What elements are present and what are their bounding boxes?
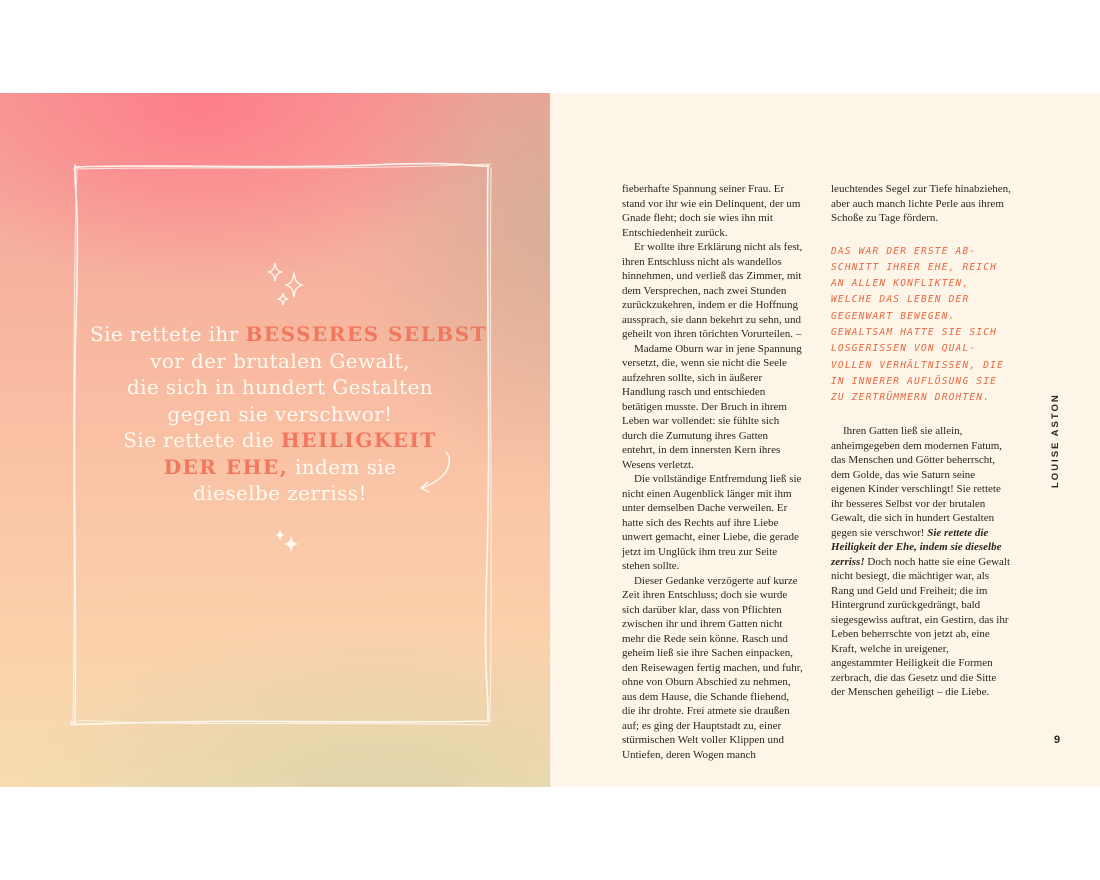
- quote-line-3: [90, 374, 470, 401]
- quote-text: dieselbe zerriss!: [193, 481, 367, 505]
- quote-text: indem sie: [288, 454, 397, 479]
- quote-text: vor der brutalen Gewalt,: [150, 348, 410, 373]
- pull-quote: [90, 321, 488, 507]
- running-head: LOUISE ASTON: [1050, 393, 1061, 488]
- quote-line-2: [90, 348, 470, 375]
- quote-highlight: HEILIGKEIT: [280, 428, 437, 452]
- left-page-illustration: [0, 93, 550, 787]
- paragraph: Er wollte ihre Erklärung nicht als fest, ihren Entschluss nicht als wandellos hinnehmen, und verließ das Zimmer, mit dem Versprechen, nach zwei Stunden zurückzukehren, indem er die Hoffnung aussprach, sie dann bekehrt zu sehn, und geheilt von ihren törichten Vorurteilen. –: [622, 241, 803, 340]
- paragraph: fieberhafte Spannung seiner Frau. Er stand vor ihr wie ein Delinquent, der um Gnade fleht; doch sie wies ihn mit Entschiedenheit zurück.: [622, 183, 801, 239]
- emphasis-text: Sie rettete die Heiligkeit der Ehe, indem sie dieselbe zerriss!: [831, 526, 1002, 568]
- curly-arrow-icon: [418, 448, 458, 498]
- handwritten-line: WELCHE DAS LEBEN DER: [831, 294, 970, 306]
- quote-line-6: [90, 454, 470, 481]
- paragraph-text: Ihren Gatten ließ sie allein, anheimgegeben dem modernen Fatum, das Menschen und Götter beherrscht, dem Golde, das wie Saturn seine eigenen Kinder verschlingt! Sie rettete ihr besseres Selbst vor der brutalen Gewalt, die sich in hundert Gestalten gegen sie verschwor!: [831, 425, 1003, 539]
- text-column-1: [622, 182, 804, 762]
- paragraph: Dieser Gedanke verzögerte auf kurze Zeit ihren Entschluss; doch sie wurde sich darüber klar, dass von Pflichten zwischen ihr und ihrem Gatten nicht mehr die Rede sein könne. Rasch und geheim ließ sie ihre Sachen einpacken, den Reisewagen fertig machen, und fuhr, ohne von Oburn Abschied zu nehmen, aus dem Hause, die Schande fliehend, die ihr drohte. Frei atmete sie draußen auf; es ging der Hauptstadt zu, einer stürmischen Welt voller Klippen und Untiefen, deren Wogen manch: [622, 574, 803, 761]
- quote-line-4: [90, 401, 470, 428]
- paragraph: leuchtendes Segel zur Tiefe hinabziehen, aber auch manch lichte Perle aus ihrem Schoße zu Tage fördern.: [831, 183, 1011, 224]
- sparkle-icon: [263, 261, 307, 309]
- quote-line-1: [90, 321, 488, 348]
- handwritten-line: VOLLEN VERHÄLTNISSEN, DIE: [831, 359, 1004, 371]
- handwritten-line: LOSGERISSEN VON QUAL-: [831, 343, 977, 355]
- handwritten-line: IN INNERER AUFLÖSUNG SIE: [831, 375, 998, 387]
- quote-text: die sich in hundert Gestalten: [126, 375, 434, 399]
- quote-text: Sie rettete ihr: [90, 322, 246, 346]
- handwritten-line: GEWALTSAM HATTE SIE SICH: [831, 326, 998, 338]
- handwritten-line: GEGENWART BEWEGEN.: [831, 310, 956, 322]
- quote-line-7: [90, 480, 470, 507]
- paragraph: Madame Oburn war in jene Spannung versetzt, die, wenn sie nicht die Seele aufzehren sollte, sich in äußerer Handlung rasch und entschieden betätigen musste. Der Bruch in ihrem Leben war vollendet: sie fühlte sich durch die Zumutung ihres Gatten entehrt, in dem innersten Kern ihres Wesens verletzt.: [622, 342, 802, 471]
- handwritten-line: SCHNITT IHRER EHE, REICH: [831, 261, 998, 273]
- quote-text: Sie rettete die: [123, 428, 281, 452]
- paragraph: Die vollständige Entfremdung ließ sie nicht einen Augenblick länger mit ihm unter demselben Dache verweilen. Er hatte sich des Rechts auf ihre Liebe unwert gemacht, einer Liebe, die gerade jetzt im Unglück ihm treu zur Seite stehen sollte.: [622, 473, 802, 572]
- page-number: 9: [1054, 734, 1061, 746]
- paragraph-text: Doch noch hatte sie eine Gewalt nicht besiegt, die mächtiger war, als Rang und Geld und Freiheit; die im Hintergrund zurückgedrängt, bald siegesgewiss auftrat, ein Gestirn, das ihr Leben beherrschte von jetzt ab, eine Kraft, welche in ureigener, angestammter Heiligkeit die Formen zerbrach, die das Gesetz und die Sitte der Menschen geheiligt – die Liebe.: [831, 555, 1011, 699]
- handwritten-line: ZU ZERTRÜMMERN DROHTEN.: [831, 392, 991, 404]
- handwritten-line: DAS WAR DER ERSTE AB-: [831, 245, 977, 257]
- handwritten-note: [831, 244, 1011, 407]
- text-column-2: [831, 182, 1011, 700]
- quote-text: gegen sie verschwor!: [167, 401, 393, 426]
- quote-highlight: BESSERES SELBST: [245, 322, 488, 346]
- handwritten-line: AN ALLEN KONFLIKTEN,: [831, 278, 970, 290]
- sparkle-icon: [272, 527, 302, 555]
- paragraph: [831, 424, 1011, 700]
- quote-line-5: [90, 427, 470, 454]
- quote-highlight: DER EHE,: [163, 454, 289, 479]
